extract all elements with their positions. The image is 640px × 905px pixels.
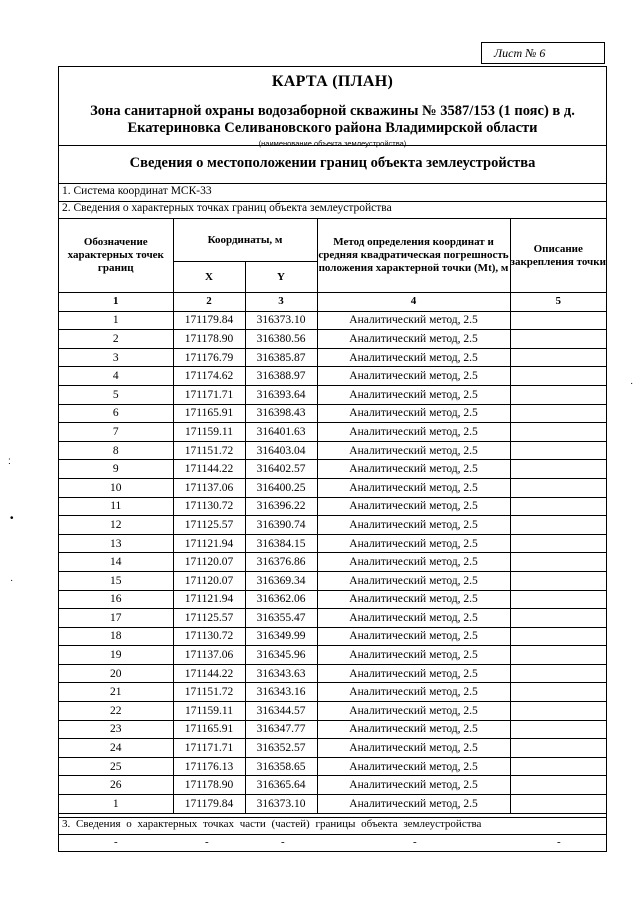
coord-y: 316343.16 — [245, 683, 317, 702]
description — [510, 683, 606, 702]
method: Аналитический метод, 2.5 — [317, 609, 510, 628]
coord-x: 171120.07 — [173, 571, 245, 590]
point-number: 25 — [59, 757, 173, 776]
points-rows — [59, 311, 606, 813]
point-number: 2 — [59, 330, 173, 349]
coord-x: 171176.79 — [173, 348, 245, 367]
coord-x: 171137.06 — [173, 646, 245, 665]
coord-x: 171179.84 — [173, 795, 245, 814]
col-number: 2 — [173, 293, 245, 312]
table-row — [59, 516, 606, 535]
method: Аналитический метод, 2.5 — [317, 348, 510, 367]
description — [510, 404, 606, 423]
coord-y: 316369.34 — [245, 571, 317, 590]
description — [510, 423, 606, 442]
part-points-line: 3. Сведения о характерных точках части (частей) границы объекта землеустройства — [59, 817, 606, 834]
point-number: 19 — [59, 646, 173, 665]
subtitle-note: (наименование объекта землеустройства) — [258, 139, 407, 148]
coord-x: 171121.94 — [173, 590, 245, 609]
coord-x: 171151.72 — [173, 441, 245, 460]
method: Аналитический метод, 2.5 — [317, 683, 510, 702]
sheet-number: Лист № 6 — [481, 42, 605, 64]
coord-x: 171144.22 — [173, 664, 245, 683]
table-row — [59, 348, 606, 367]
point-number: 22 — [59, 702, 173, 721]
method: Аналитический метод, 2.5 — [317, 739, 510, 758]
point-number: 24 — [59, 739, 173, 758]
table-row — [59, 367, 606, 386]
method: Аналитический метод, 2.5 — [317, 385, 510, 404]
description — [510, 664, 606, 683]
description — [510, 478, 606, 497]
point-number: 11 — [59, 497, 173, 516]
table-row — [59, 497, 606, 516]
description — [510, 757, 606, 776]
document-frame — [58, 66, 607, 852]
table-row — [59, 776, 606, 795]
col-number: 5 — [510, 293, 606, 312]
table-row — [59, 571, 606, 590]
coord-y: 316390.74 — [245, 516, 317, 535]
coord-y: 316396.22 — [245, 497, 317, 516]
point-number: 20 — [59, 664, 173, 683]
doc-title: КАРТА (ПЛАН) — [271, 73, 394, 90]
col-number: 1 — [59, 293, 173, 312]
coord-x: 171144.22 — [173, 460, 245, 479]
coord-y: 316365.64 — [245, 776, 317, 795]
method: Аналитический метод, 2.5 — [317, 311, 510, 330]
header-description: Описание закрепления точки — [510, 219, 606, 293]
dash-cell: - — [413, 836, 417, 848]
scan-artifact: : — [8, 456, 11, 467]
table-row — [59, 720, 606, 739]
point-number: 12 — [59, 516, 173, 535]
coord-x: 171151.72 — [173, 683, 245, 702]
coord-y: 316402.57 — [245, 460, 317, 479]
description — [510, 571, 606, 590]
title-block — [59, 67, 606, 146]
description — [510, 720, 606, 739]
col-number: 4 — [317, 293, 510, 312]
method: Аналитический метод, 2.5 — [317, 720, 510, 739]
method: Аналитический метод, 2.5 — [317, 757, 510, 776]
point-number: 5 — [59, 385, 173, 404]
method: Аналитический метод, 2.5 — [317, 404, 510, 423]
description — [510, 702, 606, 721]
table-row — [59, 385, 606, 404]
description — [510, 311, 606, 330]
point-number: 4 — [59, 367, 173, 386]
point-number: 21 — [59, 683, 173, 702]
coord-x: 171165.91 — [173, 720, 245, 739]
coord-y: 316388.97 — [245, 367, 317, 386]
dash-cell: - — [205, 836, 209, 848]
points-info-line: 2. Сведения о характерных точках границ объекта землеустройства — [59, 202, 606, 219]
coord-y: 316343.63 — [245, 664, 317, 683]
coord-x: 171130.72 — [173, 627, 245, 646]
table-header-row — [59, 219, 606, 262]
table-row — [59, 423, 606, 442]
coord-y: 316393.64 — [245, 385, 317, 404]
description — [510, 460, 606, 479]
method: Аналитический метод, 2.5 — [317, 627, 510, 646]
coord-x: 171178.90 — [173, 330, 245, 349]
table-row — [59, 683, 606, 702]
method: Аналитический метод, 2.5 — [317, 590, 510, 609]
description — [510, 776, 606, 795]
method: Аналитический метод, 2.5 — [317, 776, 510, 795]
point-number: 10 — [59, 478, 173, 497]
method: Аналитический метод, 2.5 — [317, 367, 510, 386]
table-row — [59, 311, 606, 330]
coord-x: 171125.57 — [173, 516, 245, 535]
method: Аналитический метод, 2.5 — [317, 497, 510, 516]
description — [510, 795, 606, 814]
header-method: Метод определения координат и средняя квадратическая погрешность положения характерной точки (Mt), м — [317, 219, 510, 293]
description — [510, 497, 606, 516]
coord-y: 316355.47 — [245, 609, 317, 628]
table-row — [59, 609, 606, 628]
coord-y: 316344.57 — [245, 702, 317, 721]
coord-x: 171159.11 — [173, 702, 245, 721]
table-row — [59, 739, 606, 758]
coord-x: 171171.71 — [173, 385, 245, 404]
table-row — [59, 627, 606, 646]
point-number: 14 — [59, 553, 173, 572]
coord-y: 316400.25 — [245, 478, 317, 497]
description — [510, 385, 606, 404]
table-row — [59, 330, 606, 349]
coord-y: 316376.86 — [245, 553, 317, 572]
description — [510, 739, 606, 758]
table-row — [59, 441, 606, 460]
point-number: 8 — [59, 441, 173, 460]
doc-subtitle: Зона санитарной охраны водозаборной скважины № 3587/153 (1 пояс) в д. Екатериновка Селивановского района Владимирской области — [90, 103, 575, 136]
section-heading: Сведения о местоположении границ объекта землеустройства — [59, 145, 606, 184]
method: Аналитический метод, 2.5 — [317, 460, 510, 479]
coord-y: 316362.06 — [245, 590, 317, 609]
description — [510, 609, 606, 628]
header-coords: Координаты, м — [173, 219, 317, 262]
coord-x: 171171.71 — [173, 739, 245, 758]
method: Аналитический метод, 2.5 — [317, 646, 510, 665]
table-row — [59, 757, 606, 776]
column-number-row — [59, 293, 606, 312]
method: Аналитический метод, 2.5 — [317, 516, 510, 535]
table-row — [59, 795, 606, 814]
description — [510, 627, 606, 646]
header-y: Y — [245, 262, 317, 293]
point-number: 6 — [59, 404, 173, 423]
coord-y: 316385.87 — [245, 348, 317, 367]
table-row — [59, 702, 606, 721]
point-number: 16 — [59, 590, 173, 609]
point-number: 9 — [59, 460, 173, 479]
dash-cell: - — [281, 836, 285, 848]
coord-y: 316384.15 — [245, 534, 317, 553]
method: Аналитический метод, 2.5 — [317, 702, 510, 721]
point-number: 23 — [59, 720, 173, 739]
coord-y: 316352.57 — [245, 739, 317, 758]
coord-y: 316401.63 — [245, 423, 317, 442]
coord-x: 171165.91 — [173, 404, 245, 423]
description — [510, 348, 606, 367]
coord-y: 316373.10 — [245, 311, 317, 330]
table-row — [59, 646, 606, 665]
table-row — [59, 553, 606, 572]
coord-x: 171174.62 — [173, 367, 245, 386]
coord-y: 316403.04 — [245, 441, 317, 460]
method: Аналитический метод, 2.5 — [317, 664, 510, 683]
table-row — [59, 478, 606, 497]
coord-x: 171159.11 — [173, 423, 245, 442]
coord-y: 316358.65 — [245, 757, 317, 776]
coord-y: 316347.77 — [245, 720, 317, 739]
method: Аналитический метод, 2.5 — [317, 423, 510, 442]
header-x: X — [173, 262, 245, 293]
coord-x: 171179.84 — [173, 311, 245, 330]
scan-artifact: • — [10, 513, 14, 524]
point-number: 1 — [59, 795, 173, 814]
description — [510, 516, 606, 535]
coord-y: 316349.99 — [245, 627, 317, 646]
dash-cell: - — [114, 836, 118, 848]
part-points-row — [59, 834, 606, 853]
description — [510, 534, 606, 553]
table-row — [59, 404, 606, 423]
description — [510, 441, 606, 460]
scan-artifact: · — [10, 575, 14, 586]
method: Аналитический метод, 2.5 — [317, 571, 510, 590]
coord-x: 171176.13 — [173, 757, 245, 776]
coord-x: 171178.90 — [173, 776, 245, 795]
method: Аналитический метод, 2.5 — [317, 478, 510, 497]
coord-x: 171120.07 — [173, 553, 245, 572]
coord-x: 171121.94 — [173, 534, 245, 553]
scan-artifact: · — [630, 378, 634, 389]
points-table — [59, 219, 606, 814]
method: Аналитический метод, 2.5 — [317, 553, 510, 572]
coord-y: 316380.56 — [245, 330, 317, 349]
coord-y: 316345.96 — [245, 646, 317, 665]
description — [510, 646, 606, 665]
point-number: 15 — [59, 571, 173, 590]
table-row — [59, 460, 606, 479]
method: Аналитический метод, 2.5 — [317, 795, 510, 814]
coord-x: 171125.57 — [173, 609, 245, 628]
point-number: 7 — [59, 423, 173, 442]
dash-cell: - — [557, 836, 561, 848]
point-number: 18 — [59, 627, 173, 646]
method: Аналитический метод, 2.5 — [317, 330, 510, 349]
description — [510, 553, 606, 572]
method: Аналитический метод, 2.5 — [317, 441, 510, 460]
point-number: 13 — [59, 534, 173, 553]
method: Аналитический метод, 2.5 — [317, 534, 510, 553]
header-point: Обозначение характерных точек границ — [59, 219, 173, 293]
point-number: 3 — [59, 348, 173, 367]
description — [510, 367, 606, 386]
point-number: 1 — [59, 311, 173, 330]
table-row — [59, 590, 606, 609]
point-number: 17 — [59, 609, 173, 628]
coord-x: 171130.72 — [173, 497, 245, 516]
point-number: 26 — [59, 776, 173, 795]
coord-y: 316373.10 — [245, 795, 317, 814]
coordinate-system-line: 1. Система координат МСК-33 — [59, 185, 606, 202]
description — [510, 590, 606, 609]
description — [510, 330, 606, 349]
coord-x: 171137.06 — [173, 478, 245, 497]
col-number: 3 — [245, 293, 317, 312]
table-row — [59, 664, 606, 683]
coord-y: 316398.43 — [245, 404, 317, 423]
table-row — [59, 534, 606, 553]
